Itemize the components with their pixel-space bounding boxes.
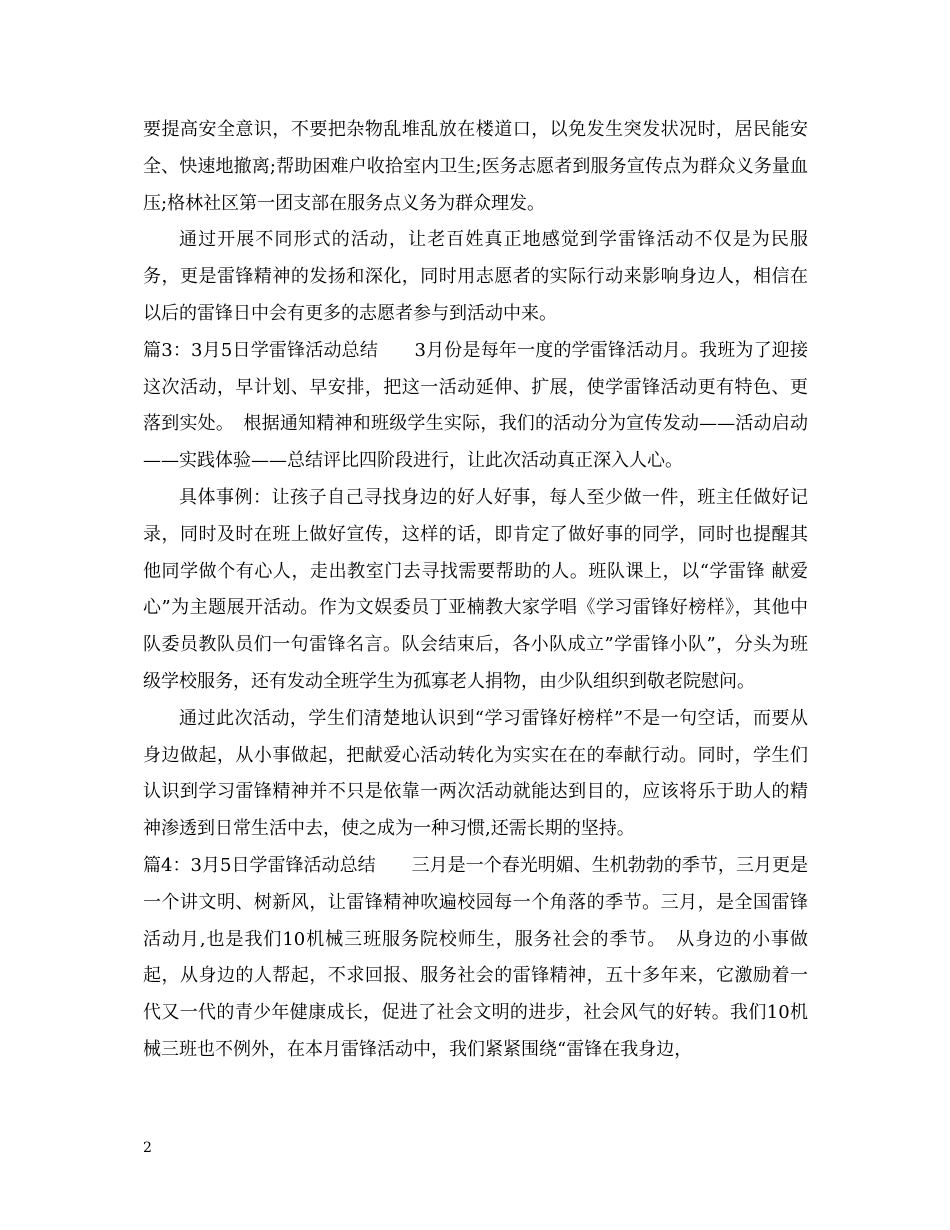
paragraph-2: 通过开展不同形式的活动，让老百姓真正地感觉到学雷锋活动不仅是为民服务，更是雷锋精神的发扬和深化，同时用志愿者的实际行动来影响身边人，相信在以后的雷锋日中会有更多的志愿者参与到活动中来。 [143, 229, 808, 324]
document-body [143, 112, 808, 1069]
paragraph-5: 通过此次活动，学生们清楚地认识到“学习雷锋好榜样”不是一句空话，而要从身边做起，从小事做起，把献爱心活动转化为实实在在的奉献行动。同时，学生们认识到学习雷锋精神并不只是依靠一两次活动就能达到目的，应该将乐于助人的精神渗透到日常生活中去，使之成为一种习惯,还需长期的坚持。 [143, 707, 808, 840]
paragraph-1: 要提高安全意识，不要把杂物乱堆乱放在楼道口，以免发生突发状况时，居民能安全、快速地撤离;帮助困难户收拾室内卫生;医务志愿者到服务宣传点为群众义务量血压;格林社区第一团支部在服务点义务为群众理发。 [143, 119, 808, 214]
paragraph-3: 篇3：3月5日学雷锋活动总结 3月份是每年一度的学雷锋活动月。我班为了迎接这次活动，早计划、早安排，把这一活动延伸、扩展，使学雷锋活动更有特色、更落到实处。 根据通知精神和班级学生实际，我们的活动分为宣传发动——活动启动——实践体验——总结评比四阶段进行，让此次活动真正深入人心。 [143, 339, 808, 472]
page-number: 2 [143, 1140, 152, 1156]
paragraph-6: 篇4：3月5日学雷锋活动总结 三月是一个春光明媚、生机勃勃的季节，三月更是一个讲文明、树新风，让雷锋精神吹遍校园每一个角落的季节。三月，是全国雷锋活动月,也是我们10机械三班服务院校师生，服务社会的季节。 从身边的小事做起，从身边的人帮起，不求回报、服务社会的雷锋精神，五十多年来，它激励着一代又一代的青少年健康成长，促进了社会文明的进步，社会风气的好转。我们10机械三班也不例外，在本月雷锋活动中，我们紧紧围绕“雷锋在我身边， [143, 854, 808, 1060]
paragraph-4: 具体事例：让孩子自己寻找身边的好人好事，每人至少做一件，班主任做好记录，同时及时在班上做好宣传，这样的话，即肯定了做好事的同学，同时也提醒其他同学做个有心人，走出教室门去寻找需要帮助的人。班队课上，以“学雷锋 献爱心”为主题展开活动。作为文娱委员丁亚楠教大家学唱《学习雷锋好榜样》，其他中队委员教队员们一句雷锋名言。队会结束后，各小队成立”学雷锋小队”，分头为班级学校服务，还有发动全班学生为孤寡老人捐物，由少队组织到敬老院慰问。 [143, 486, 808, 692]
